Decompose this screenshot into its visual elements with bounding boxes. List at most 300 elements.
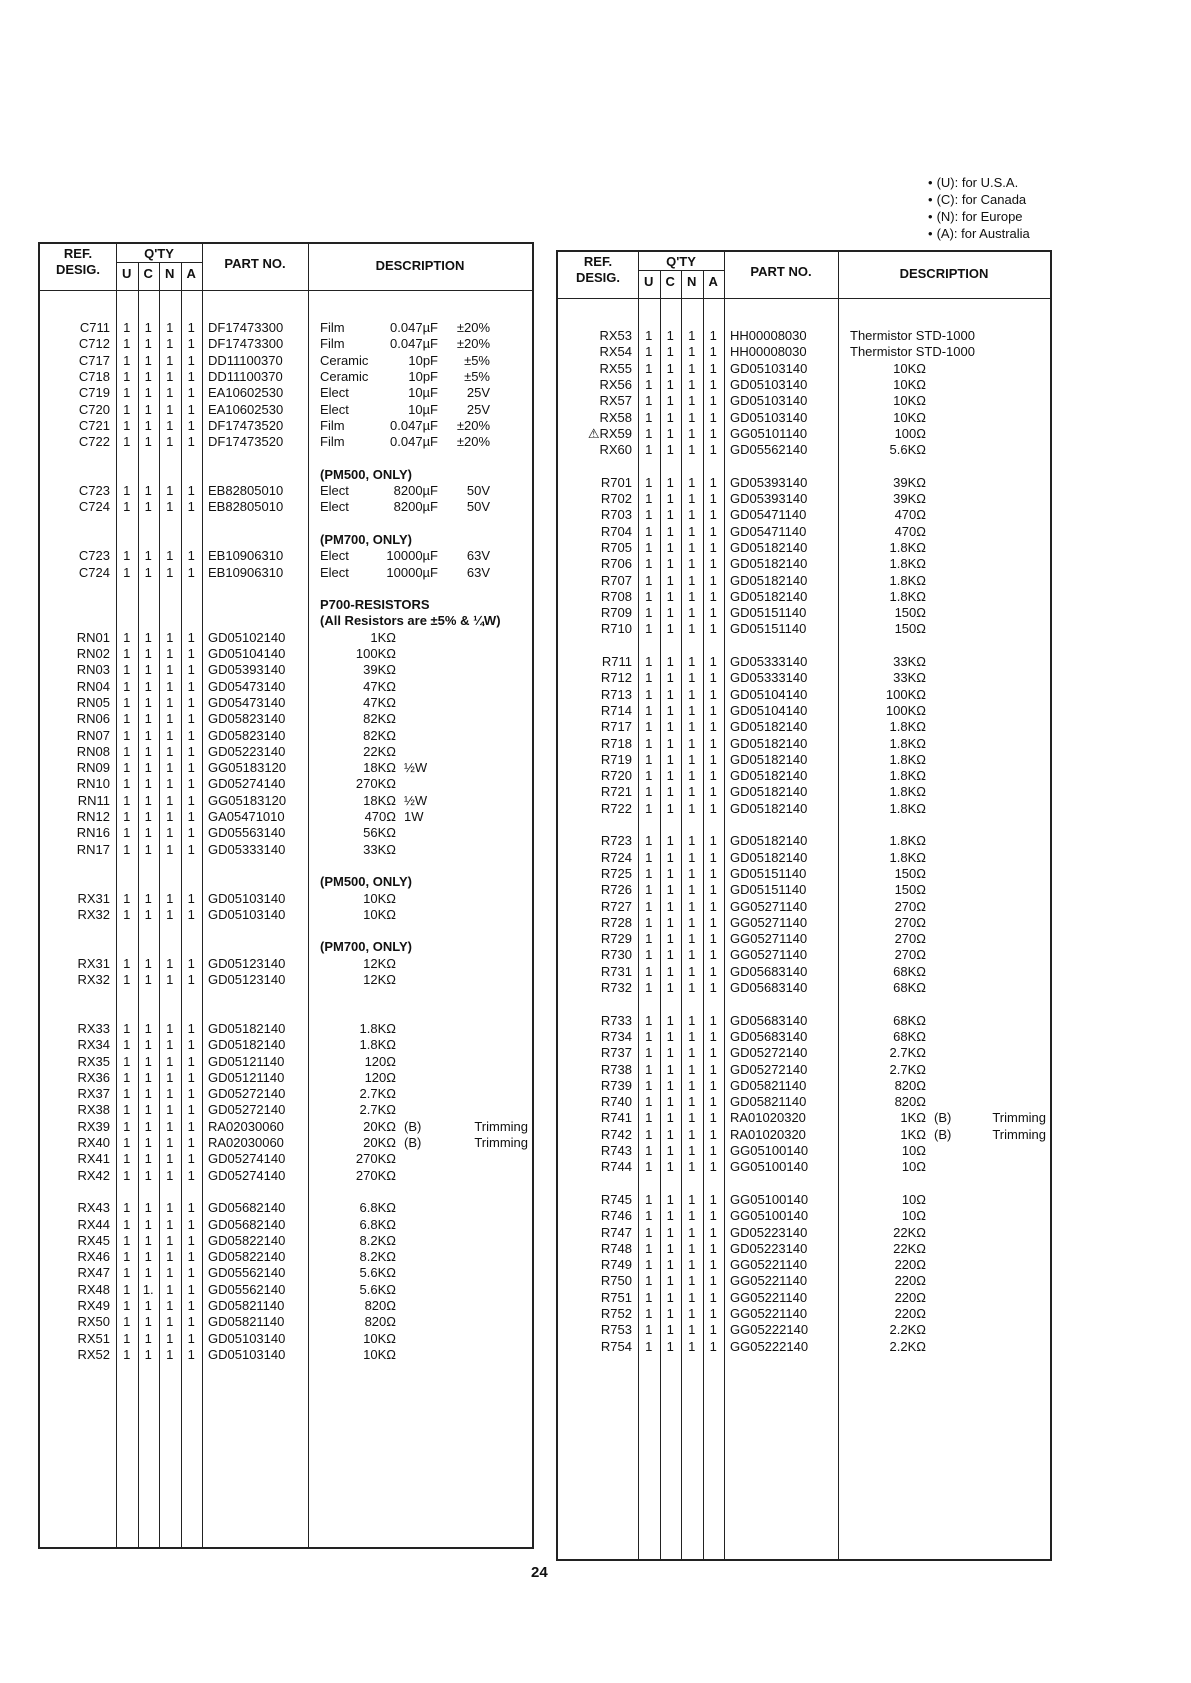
ref-desig: R742 (600, 1126, 632, 1142)
qty-value: 1 (144, 564, 152, 580)
resistance-value: 10KΩ (363, 906, 396, 922)
qty-value: 1 (666, 1191, 674, 1207)
desc-type: Ceramic (320, 368, 369, 384)
resistance-value: 82KΩ (363, 727, 396, 743)
qty-value: 1 (645, 1191, 653, 1207)
resistance-value: 47KΩ (363, 678, 396, 694)
table-row (558, 752, 1050, 768)
part-number: GD05563140 (208, 825, 286, 841)
part-number: GD05103140 (730, 376, 808, 392)
rating-note: (B) (934, 1110, 952, 1126)
qty-value: 1 (123, 841, 131, 857)
part-number: GD05182140 (730, 556, 808, 572)
qty-value: 1 (187, 1069, 195, 1085)
ref-desig: RN07 (76, 727, 110, 743)
qty-value: 1 (645, 344, 653, 360)
ref-desig: R725 (600, 865, 632, 881)
qty-value: 1 (666, 1273, 674, 1289)
resistance-value: 22KΩ (893, 1240, 926, 1256)
qty-value: 1 (645, 1126, 653, 1142)
resistance-value: 1.8KΩ (359, 1020, 396, 1036)
part-number: GD05103140 (208, 1346, 286, 1362)
qty-value: 1 (688, 898, 696, 914)
resistance-value: 2.7KΩ (889, 1045, 926, 1061)
table-row (558, 703, 1050, 719)
part-number: GG05183120 (208, 792, 287, 808)
resistance-value: 270Ω (894, 931, 926, 947)
qty-value: 1 (166, 1037, 174, 1053)
qty-value: 1 (645, 800, 653, 816)
qty-value: 1 (666, 474, 674, 490)
qty-value: 1 (645, 686, 653, 702)
qty-value: 1 (144, 1265, 152, 1281)
qty-value: 1 (709, 588, 717, 604)
qty-value: 1 (123, 1102, 131, 1118)
qty-value: 1 (187, 972, 195, 987)
table-row (558, 866, 1050, 882)
row-gap (558, 817, 1050, 833)
part-number: GD05683140 (730, 1028, 808, 1044)
qty-value: 1 (688, 1257, 696, 1273)
qty-value: 1 (645, 670, 653, 686)
qty-value: 1 (645, 539, 653, 555)
qty-value: 1 (645, 360, 653, 376)
qty-value: 1 (688, 425, 696, 441)
table-row (558, 1062, 1050, 1078)
qty-value: 1 (709, 947, 717, 963)
qty-value: 1 (666, 621, 674, 637)
resistance-value: 120Ω (364, 1053, 396, 1069)
qty-value: 1 (123, 743, 131, 759)
ref-desig: C724 (78, 564, 110, 580)
qty-value: 1 (123, 417, 131, 433)
qty-value: 1 (688, 931, 696, 947)
qty-value: 1 (688, 1077, 696, 1093)
qty-value: 1 (709, 523, 717, 539)
resistance-value: 1.8KΩ (889, 735, 926, 751)
qty-value: 1 (144, 1346, 152, 1362)
resistance-value: 1.8KΩ (359, 1037, 396, 1053)
part-number: GD05562140 (730, 442, 808, 458)
qty-value: 1 (645, 1077, 653, 1093)
qty-value: 1 (123, 955, 131, 971)
ref-desig: C717 (78, 352, 110, 368)
qty-value: 1 (645, 833, 653, 849)
qty-value: 1 (645, 914, 653, 930)
part-number: GD05274140 (208, 1167, 286, 1183)
qty-value: 1 (166, 564, 174, 580)
qty-value: 1 (123, 776, 131, 792)
part-number: GD05682140 (208, 1200, 286, 1216)
qty-value: 1 (709, 1028, 717, 1044)
row-gap (40, 516, 532, 532)
qty-value: 1 (144, 401, 152, 417)
page-number: 24 (531, 1564, 548, 1581)
qty-value: 1 (187, 646, 195, 661)
qty-value: 1 (645, 768, 653, 784)
part-number: GG05222140 (730, 1338, 809, 1354)
qty-value: 1 (709, 425, 717, 441)
qty-value: 1 (688, 882, 696, 898)
section-note (40, 467, 532, 483)
part-number: EA10602530 (208, 401, 284, 417)
qty-value: 1 (709, 1094, 717, 1110)
qty-value: 1 (144, 629, 152, 645)
qty-value: 1 (709, 328, 717, 343)
qty-value: 1 (645, 898, 653, 914)
qty-value: 1 (123, 1167, 131, 1183)
qty-value: 1 (166, 646, 174, 661)
ref-desig: R729 (600, 931, 632, 947)
qty-value: 1 (166, 1086, 174, 1102)
qty-value: 1 (645, 1028, 653, 1044)
qty-value: 1 (144, 548, 152, 564)
resistance-value: 20KΩ (363, 1118, 396, 1134)
qty-value: 1 (123, 1330, 131, 1346)
table-row (40, 1200, 532, 1216)
row-gap (40, 923, 532, 939)
qty-value: 1 (688, 442, 696, 458)
qty-value: 1 (166, 841, 174, 857)
qty-value: 1 (144, 662, 152, 678)
qty-value: 1 (688, 1224, 696, 1240)
ref-desig: RX51 (77, 1330, 110, 1346)
desc-value: 10µF (408, 401, 438, 417)
desc-type: Elect (320, 564, 349, 580)
ref-desig: R741 (600, 1110, 632, 1126)
desc-type: Film (320, 434, 345, 450)
table-row (558, 1322, 1050, 1338)
header-qty-n: N (687, 274, 697, 289)
part-number: GD05103140 (208, 906, 286, 922)
qty-value: 1 (666, 360, 674, 376)
qty-value: 1 (709, 474, 717, 490)
qty-value: 1 (123, 1249, 131, 1265)
qty-value: 1 (688, 751, 696, 767)
ref-desig: RX34 (77, 1037, 110, 1053)
desc-rating: 25V (466, 401, 490, 417)
qty-value: 1 (645, 1338, 653, 1354)
qty-value: 1 (123, 1020, 131, 1036)
qty-value: 1 (709, 849, 717, 865)
qty-value: 1 (688, 833, 696, 849)
resistance-value: 220Ω (894, 1289, 926, 1305)
qty-value: 1 (123, 368, 131, 384)
qty-value: 1 (645, 556, 653, 572)
qty-value: 1 (666, 376, 674, 392)
part-number: GD05822140 (208, 1249, 286, 1265)
part-number: EA10602530 (208, 385, 284, 401)
ref-desig: RX36 (77, 1069, 110, 1085)
qty-value: 1 (709, 1110, 717, 1126)
qty-value: 1 (187, 841, 195, 857)
qty-value: 1 (709, 1224, 717, 1240)
ref-desig: R734 (600, 1028, 632, 1044)
part-number: GG05221140 (730, 1306, 808, 1321)
qty-value: 1 (144, 434, 152, 450)
qty-value: 1 (144, 825, 152, 841)
ref-desig: R751 (600, 1289, 632, 1305)
ref-desig: RX45 (77, 1232, 110, 1248)
ref-desig: RX49 (77, 1298, 110, 1313)
qty-value: 1 (123, 1053, 131, 1069)
table-row (558, 931, 1050, 947)
qty-value: 1 (709, 670, 717, 686)
resistance-value: 1KΩ (900, 1126, 926, 1142)
ref-desig: R711 (601, 654, 632, 669)
part-number: GD05223140 (208, 743, 286, 759)
ref-desig: RN16 (76, 825, 110, 841)
header-part: PART NO. (750, 264, 812, 279)
qty-value: 1 (187, 1053, 195, 1069)
qty-value: 1 (688, 539, 696, 555)
qty-value: 1 (166, 1053, 174, 1069)
part-number: GD05223140 (730, 1240, 808, 1256)
qty-value: 1 (144, 1167, 152, 1183)
qty-value: 1 (666, 1094, 674, 1110)
desc-type: Elect (320, 548, 349, 564)
resistance-value: 150Ω (894, 865, 926, 881)
qty-value: 1 (187, 711, 195, 727)
qty-value: 1 (166, 662, 174, 678)
qty-value: 1 (187, 792, 195, 808)
ref-desig: RN17 (76, 841, 110, 857)
resistance-value: 5.6KΩ (889, 442, 926, 458)
ref-desig: R749 (600, 1257, 632, 1273)
qty-value: 1 (709, 393, 717, 409)
part-number: GD05562140 (208, 1281, 286, 1297)
qty-value: 1 (144, 417, 152, 433)
qty-value: 1 (123, 760, 131, 776)
qty-value: 1 (144, 906, 152, 922)
part-number: GD05103140 (730, 360, 808, 376)
qty-value: 1 (187, 1281, 195, 1297)
header-divider (558, 298, 1050, 299)
ref-desig: R738 (600, 1061, 632, 1077)
qty-value: 1 (123, 1298, 131, 1313)
resistance-value: 2.2KΩ (889, 1322, 926, 1338)
qty-value: 1 (166, 711, 174, 727)
desc-rating: ±20% (456, 320, 490, 335)
parts-table-left (38, 242, 534, 1549)
table-row (558, 784, 1050, 800)
region-legend (928, 174, 1030, 242)
ref-desig: R724 (600, 849, 632, 865)
resistance-value: 22KΩ (893, 1224, 926, 1240)
qty-value: 1 (709, 751, 717, 767)
ref-desig: R727 (600, 898, 632, 914)
ref-desig: C723 (78, 483, 110, 498)
table-row (558, 670, 1050, 686)
desc-value: 10pF (408, 352, 438, 368)
qty-value: 1 (187, 417, 195, 433)
qty-value: 1 (187, 906, 195, 922)
qty-value: 1 (645, 1306, 653, 1321)
qty-value: 1 (166, 906, 174, 922)
qty-value: 1. (142, 1281, 154, 1297)
part-number: DF17473520 (208, 434, 284, 450)
ref-desig: R720 (600, 768, 632, 784)
qty-value: 1 (187, 1330, 195, 1346)
qty-value: 1 (645, 947, 653, 963)
qty-value: 1 (709, 1061, 717, 1077)
table-row (40, 320, 532, 336)
desc-rating: 50V (466, 499, 490, 515)
ref-desig: R732 (600, 980, 632, 995)
table-row (40, 548, 532, 564)
qty-value: 1 (688, 491, 696, 506)
qty-value: 1 (688, 1126, 696, 1142)
qty-value: 1 (666, 849, 674, 865)
ref-desig: RX52 (77, 1346, 110, 1362)
qty-value: 1 (666, 670, 674, 686)
ref-desig: RX57 (599, 393, 632, 409)
part-number: GG05100140 (730, 1208, 809, 1224)
qty-value: 1 (123, 1232, 131, 1248)
qty-value: 1 (123, 825, 131, 841)
qty-value: 1 (123, 352, 131, 368)
parts-table-right (556, 250, 1052, 1561)
qty-value: 1 (123, 434, 131, 450)
table-row (558, 605, 1050, 621)
resistance-value: 1.8KΩ (889, 768, 926, 784)
qty-value: 1 (645, 849, 653, 865)
ref-desig: C724 (78, 499, 110, 515)
part-number: GD05182140 (730, 735, 808, 751)
desc-value: 10pF (408, 368, 438, 384)
table-row (558, 1159, 1050, 1175)
desc-type: Film (320, 320, 345, 335)
part-number: GD05103140 (730, 393, 808, 409)
part-number: DD11100370 (208, 352, 283, 368)
qty-value: 1 (144, 483, 152, 498)
part-number: GD05104140 (730, 686, 808, 702)
qty-value: 1 (666, 1208, 674, 1224)
qty-value: 1 (187, 743, 195, 759)
resistance-value: 6.8KΩ (359, 1200, 396, 1216)
rating-note: 1W (404, 809, 424, 824)
qty-value: 1 (166, 499, 174, 515)
table-row (558, 1208, 1050, 1224)
table-row (40, 1298, 532, 1314)
ref-desig: RX42 (77, 1167, 110, 1183)
table-row (558, 1290, 1050, 1306)
qty-value: 1 (709, 800, 717, 816)
table-row (558, 442, 1050, 458)
table-row (558, 833, 1050, 849)
table-row (558, 1225, 1050, 1241)
resistance-value: 220Ω (894, 1257, 926, 1273)
part-number: GD05121140 (208, 1053, 285, 1069)
qty-value: 1 (645, 882, 653, 898)
qty-value: 1 (144, 1298, 152, 1313)
resistance-value: 220Ω (894, 1306, 926, 1321)
part-number: GD05182140 (730, 539, 808, 555)
qty-value: 1 (187, 694, 195, 710)
qty-value: 1 (645, 1289, 653, 1305)
ref-desig: RN03 (76, 662, 110, 678)
qty-value: 1 (144, 1086, 152, 1102)
desc-rating: ±5% (464, 352, 490, 368)
qty-value: 1 (645, 735, 653, 751)
qty-value: 1 (688, 947, 696, 963)
qty-value: 1 (688, 735, 696, 751)
qty-value: 1 (666, 686, 674, 702)
part-number: GD05272140 (730, 1045, 808, 1061)
desc-rating: 63V (466, 548, 490, 564)
header-qty: Q'TY (144, 246, 174, 261)
qty-value: 1 (645, 1322, 653, 1338)
part-number: GD05274140 (208, 776, 286, 792)
qty-value: 1 (645, 425, 653, 441)
qty-value: 1 (187, 825, 195, 841)
ref-desig: C721 (78, 417, 110, 433)
ref-desig: R750 (600, 1273, 632, 1289)
part-number: GA05471010 (208, 809, 285, 824)
resistance-value: 10KΩ (893, 409, 926, 425)
qty-value: 1 (123, 1200, 131, 1216)
ref-desig: RX58 (599, 409, 632, 425)
ref-desig: R701 (600, 474, 632, 490)
qty-value: 1 (144, 972, 152, 987)
qty-value: 1 (166, 1346, 174, 1362)
ref-desig: R728 (600, 914, 632, 930)
ref-desig: C723 (78, 548, 110, 564)
qty-value: 1 (709, 605, 717, 621)
qty-value: 1 (166, 1151, 174, 1167)
qty-value: 1 (688, 1191, 696, 1207)
row-gap (40, 858, 532, 874)
section-note (40, 874, 532, 890)
table-row (40, 679, 532, 695)
resistance-value: 270KΩ (355, 1167, 396, 1183)
ref-desig: R744 (600, 1159, 632, 1175)
resistance-value: 10KΩ (363, 1346, 396, 1362)
desc-value: 0.047µF (390, 434, 438, 450)
qty-value: 1 (645, 1273, 653, 1289)
qty-value: 1 (709, 784, 717, 800)
qty-value: 1 (666, 605, 674, 621)
qty-value: 1 (123, 906, 131, 922)
qty-value: 1 (709, 882, 717, 898)
part-number: GD05182140 (730, 751, 808, 767)
qty-value: 1 (688, 605, 696, 621)
trimming-note: Trimming (992, 1126, 1046, 1142)
qty-value: 1 (166, 743, 174, 759)
qty-value: 1 (187, 662, 195, 678)
qty-value: 1 (688, 1289, 696, 1305)
part-number: GD05182140 (730, 768, 808, 784)
table-row (40, 402, 532, 418)
resistance-value: 1.8KΩ (889, 784, 926, 800)
part-number: GD05123140 (208, 972, 286, 987)
qty-value: 1 (123, 972, 131, 987)
table-row (558, 768, 1050, 784)
part-number: GD05182140 (208, 1037, 286, 1053)
table-row (40, 1054, 532, 1070)
table-row (40, 434, 532, 450)
qty-value: 1 (709, 963, 717, 979)
ref-desig: R712 (600, 670, 632, 686)
qty-value: 1 (144, 678, 152, 694)
rating-note: ½W (404, 792, 428, 808)
resistance-value: 10KΩ (363, 1330, 396, 1346)
ref-desig: R709 (600, 605, 632, 621)
qty-value: 1 (144, 385, 152, 401)
resistance-value: 470Ω (894, 507, 926, 523)
part-number: GG05271140 (730, 898, 808, 914)
ref-desig: R752 (600, 1306, 632, 1321)
